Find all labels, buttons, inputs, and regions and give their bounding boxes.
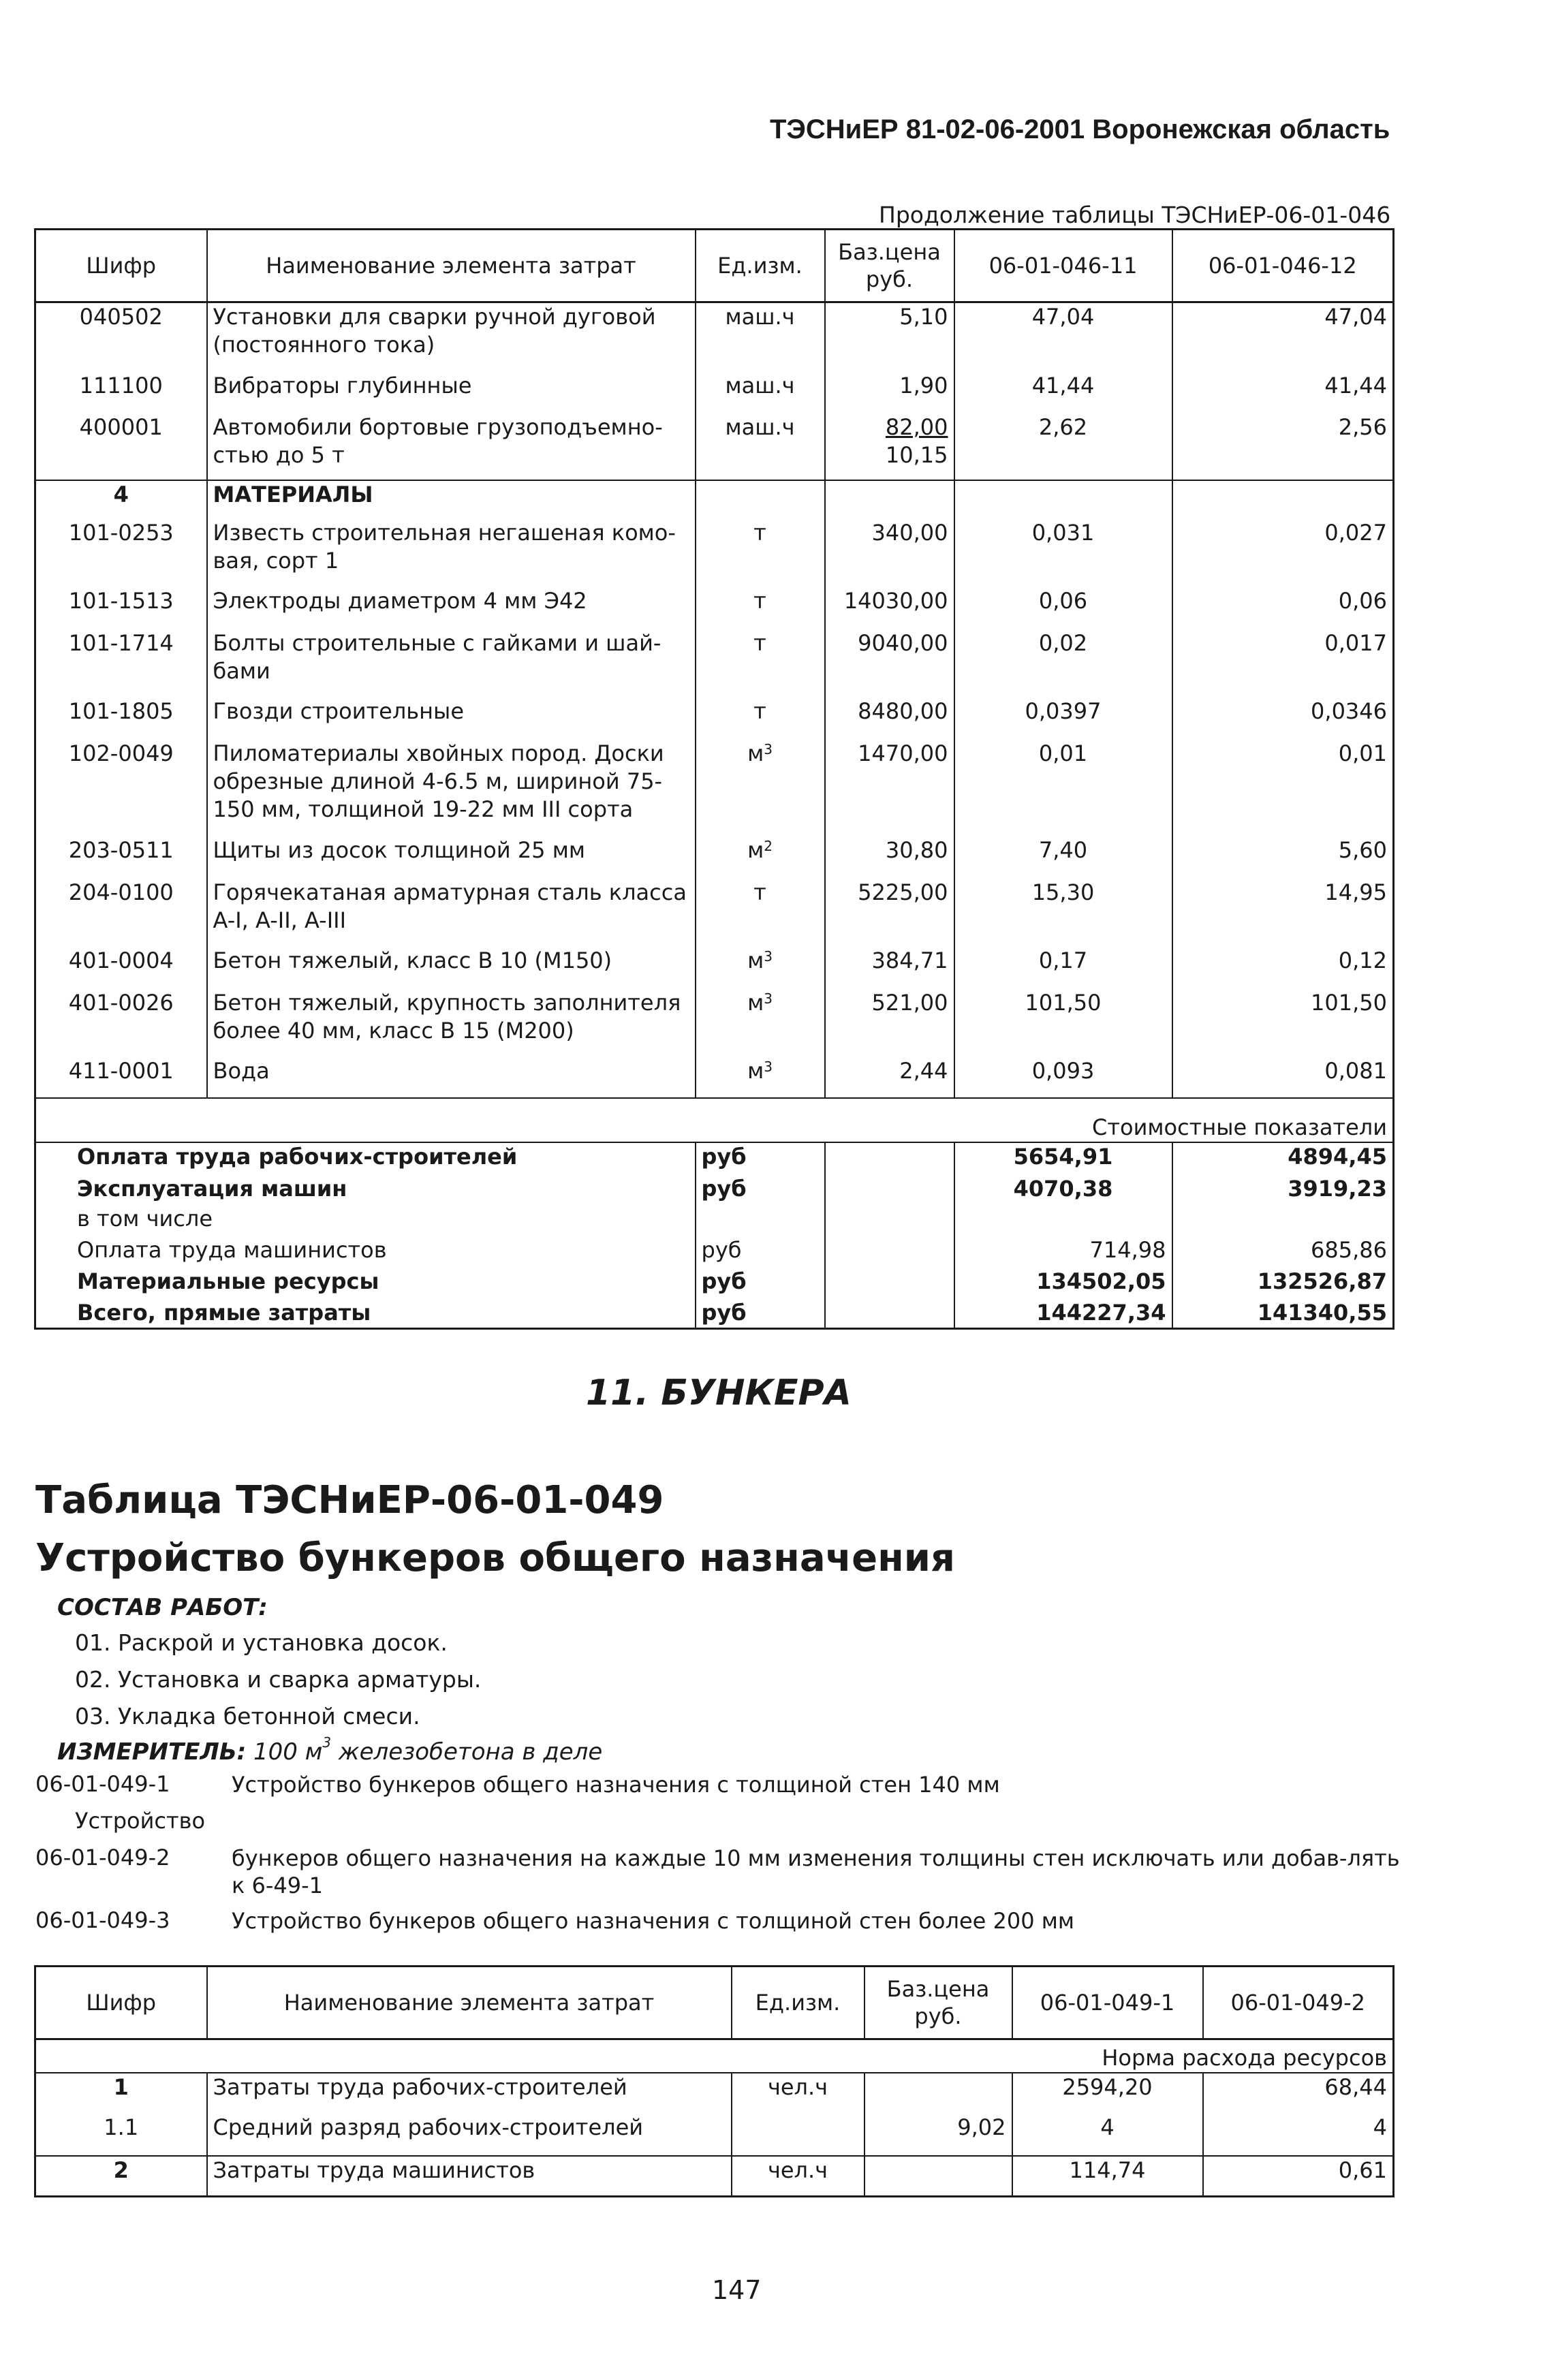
cost-row [35,1142,1394,1175]
row-price: 9,02 [864,2114,1012,2156]
row-name: Болты строительные с гайками и шай-бами [207,629,696,698]
cost-name: Оплата труда машинистов [35,1236,696,1268]
table-row [35,2114,1394,2156]
row-value-1: 0,093 [954,1057,1172,1098]
row-value-1: 47,04 [954,302,1172,372]
cost-value-2: 4894,45 [1172,1142,1394,1175]
table-row [35,587,1394,629]
row-code: 101-1714 [35,629,207,698]
row-price [825,413,954,480]
col-header-name: Наименование элемента затрат [207,1967,732,2039]
row-value-2: 0,61 [1203,2156,1394,2197]
norm-header: Норма расхода ресурсов [35,2039,1394,2073]
cost-unit: руб [696,1299,825,1329]
code-description: Устройство бункеров общего назначения с толщиной стен более 200 мм [232,1908,1075,1934]
row-price: 340,00 [825,519,954,587]
row-unit: т [696,879,825,947]
running-header: ТЭСНиЕР 81-02-06-2001 Воронежская область [770,114,1390,144]
row-code: 101-0253 [35,519,207,587]
row-unit: маш.ч [696,372,825,413]
row-code: 040502 [35,302,207,372]
row-code: 411-0001 [35,1057,207,1098]
table-row [35,413,1394,480]
cost-header: Стоимостные показатели [35,1098,1394,1142]
cost-value-1: 5654,91 [954,1142,1172,1175]
table-row [35,698,1394,740]
row-price: 1470,00 [825,740,954,836]
norm-header-row [35,2039,1394,2073]
row-name: Вибраторы глубинные [207,372,696,413]
row-value-1: 7,40 [954,836,1172,879]
composition-item: 01. Раскрой и установка досок. [75,1629,448,1656]
cost-unit: руб [696,1175,825,1205]
section-title: 11. БУНКЕРА [586,1373,852,1413]
row-code: 401-0026 [35,989,207,1057]
row-name: Электроды диаметром 4 мм Э42 [207,587,696,629]
cost-name: в том числе [35,1205,696,1236]
cost-value-1: 714,98 [954,1236,1172,1268]
composition-heading: СОСТАВ РАБОТ: [57,1594,268,1621]
cost-value-1: 134502,05 [954,1268,1172,1299]
table-row [35,2156,1394,2197]
row-price: 9040,00 [825,629,954,698]
row-value-2: 0,027 [1172,519,1394,587]
col-header-price: Баз.цена руб. [825,230,954,302]
row-value-2: 101,50 [1172,989,1394,1057]
row-unit: $м^3$ [696,740,825,836]
col-header-046-11: 06-01-046-11 [954,230,1172,302]
row-value-1: 0,17 [954,947,1172,989]
row-unit [732,2114,864,2156]
table-continuation-note: Продолжение таблицы ТЭСНиЕР-06-01-046 [879,202,1391,228]
table-row [35,302,1394,372]
table-row [35,879,1394,947]
row-price-denominator: 10,15 [885,441,948,468]
row-name: Установки для сварки ручной дуговой (постоянного тока) [207,302,696,372]
row-price: 1,90 [825,372,954,413]
composition-item: 02. Установка и сварка арматуры. [75,1666,482,1693]
cost-unit: руб [696,1236,825,1268]
code-item: 06-01-049-2 [35,1845,170,1870]
row-value-2: 0,12 [1172,947,1394,989]
row-code: 400001 [35,413,207,480]
row-value-1: 0,06 [954,587,1172,629]
resource-table-046 [34,228,1395,1330]
table-subtitle: Устройство бункеров общего назначения [35,1536,955,1580]
row-value-1: 0,031 [954,519,1172,587]
row-unit: чел.ч [732,2073,864,2114]
col-header-code: Шифр [35,230,207,302]
row-unit: $м^2$ [696,836,825,879]
row-unit: маш.ч [696,413,825,480]
row-price [864,2156,1012,2197]
code-item: 06-01-049-1 [35,1771,170,1797]
table-row [35,629,1394,698]
materials-section-row [35,480,1394,519]
row-value-1: 2594,20 [1012,2073,1203,2114]
row-value-2: 0,081 [1172,1057,1394,1098]
cost-row [35,1236,1394,1268]
cost-value-2: 3919,23 [1172,1175,1394,1205]
col-header-049-1: 06-01-049-1 [1012,1967,1203,2039]
row-unit: $м^3$ [696,989,825,1057]
row-name: Затраты труда рабочих-строителей [207,2073,732,2114]
cost-unit: руб [696,1142,825,1175]
row-code: 1 [35,2073,207,2114]
row-name: Пиломатериалы хвойных пород. Доски обрезные длиной 4-6.5 м, шириной 75-150 мм, толщиной 19-22 мм III сорта [207,740,696,836]
row-name: Щиты из досок толщиной 25 мм [207,836,696,879]
row-name: Вода [207,1057,696,1098]
row-name: Горячекатаная арматурная сталь класса A-I, A-II, A-III [207,879,696,947]
row-value-1: 114,74 [1012,2156,1203,2197]
cost-header-row [35,1098,1394,1142]
row-value-1: 101,50 [954,989,1172,1057]
row-price: 521,00 [825,989,954,1057]
table-row [35,989,1394,1057]
row-code: 111100 [35,372,207,413]
row-name: Известь строительная негашеная комо-вая, сорт 1 [207,519,696,587]
table-title: Таблица ТЭСНиЕР-06-01-049 [35,1478,664,1522]
table-row [35,372,1394,413]
row-value-2: 68,44 [1203,2073,1394,2114]
row-unit: $м^3$ [696,947,825,989]
row-value-2: 0,06 [1172,587,1394,629]
cost-row [35,1205,1394,1236]
row-code: 101-1805 [35,698,207,740]
code-description: бункеров общего назначения на каждые 10 мм изменения толщины стен исключать или добав-лять к 6-49-1 [232,1845,1400,1898]
measurement-label: ИЗМЕРИТЕЛЬ: [57,1738,247,1766]
row-code: 101-1513 [35,587,207,629]
col-header-049-2: 06-01-049-2 [1203,1967,1394,2039]
cost-value-1: 4070,38 [954,1175,1172,1205]
row-code: 204-0100 [35,879,207,947]
cost-value-2: 685,86 [1172,1236,1394,1268]
row-name: Бетон тяжелый, класс В 10 (М150) [207,947,696,989]
row-price: 384,71 [825,947,954,989]
table-row [35,2073,1394,2114]
col-header-price: Баз.цена руб. [864,1967,1012,2039]
row-price: 8480,00 [825,698,954,740]
row-value-2: 4 [1203,2114,1394,2156]
row-value-2: 0,017 [1172,629,1394,698]
row-price: 14030,00 [825,587,954,629]
section-label: МАТЕРИАЛЫ [207,480,696,519]
measurement-value: 100 $м^3$ железобетона в деле [253,1734,603,1766]
row-unit: т [696,698,825,740]
row-code: 102-0049 [35,740,207,836]
cost-row [35,1299,1394,1329]
cost-name: Всего, прямые затраты [35,1299,696,1329]
row-value-2: 41,44 [1172,372,1394,413]
code-item: 06-01-049-3 [35,1907,170,1933]
row-price: 2,44 [825,1057,954,1098]
row-price: 5,10 [825,302,954,372]
row-code: 401-0004 [35,947,207,989]
row-unit: $м^3$ [696,1057,825,1098]
col-header-name: Наименование элемента затрат [207,230,696,302]
row-value-1: 41,44 [954,372,1172,413]
code-description: Устройство бункеров общего назначения с толщиной стен 140 мм [232,1772,1000,1798]
row-price: 5225,00 [825,879,954,947]
col-header-unit: Ед.изм. [696,230,825,302]
row-value-2: 47,04 [1172,302,1394,372]
row-name: Затраты труда машинистов [207,2156,732,2197]
row-value-1: 0,01 [954,740,1172,836]
row-value-1: 0,0397 [954,698,1172,740]
row-value-1: 4 [1012,2114,1203,2156]
page-number: 147 [712,2275,762,2305]
resource-table-049 [34,1965,1395,2197]
cost-row [35,1175,1394,1205]
table-row [35,836,1394,879]
table-row [35,519,1394,587]
row-unit: т [696,587,825,629]
col-header-code: Шифр [35,1967,207,2039]
code-item: Устройство [75,1808,206,1834]
row-value-2: 2,56 [1172,413,1394,480]
row-value-2: 0,0346 [1172,698,1394,740]
row-name: Автомобили бортовые грузоподъемно-стью до 5 т [207,413,696,480]
section-code: 4 [35,480,207,519]
cost-name: Оплата труда рабочих-строителей [35,1142,696,1175]
row-value-2: 0,01 [1172,740,1394,836]
row-unit: маш.ч [696,302,825,372]
row-price [864,2073,1012,2114]
row-name: Гвозди строительные [207,698,696,740]
table-row [35,1057,1394,1098]
row-unit: т [696,629,825,698]
cost-unit: руб [696,1268,825,1299]
cost-value-1: 144227,34 [954,1299,1172,1329]
table-row [35,947,1394,989]
cost-name: Эксплуатация машин [35,1175,696,1205]
cost-value-2: 141340,55 [1172,1299,1394,1329]
row-name: Бетон тяжелый, крупность заполнителя более 40 мм, класс В 15 (М200) [207,989,696,1057]
cost-value-2: 132526,87 [1172,1268,1394,1299]
row-unit: т [696,519,825,587]
row-code: 1.1 [35,2114,207,2156]
row-unit: чел.ч [732,2156,864,2197]
row-code: 203-0511 [35,836,207,879]
row-value-1: 2,62 [954,413,1172,480]
row-price-numerator: 82,00 [885,413,948,440]
row-value-1: 0,02 [954,629,1172,698]
col-header-unit: Ед.изм. [732,1967,864,2039]
col-header-046-12: 06-01-046-12 [1172,230,1394,302]
row-name: Средний разряд рабочих-строителей [207,2114,732,2156]
row-code: 2 [35,2156,207,2197]
table-row [35,740,1394,836]
composition-item: 03. Укладка бетонной смеси. [75,1703,420,1729]
row-value-2: 14,95 [1172,879,1394,947]
cost-row [35,1268,1394,1299]
measurement-unit [57,1734,603,1766]
row-value-2: 5,60 [1172,836,1394,879]
row-value-1: 15,30 [954,879,1172,947]
cost-name: Материальные ресурсы [35,1268,696,1299]
row-price: 30,80 [825,836,954,879]
